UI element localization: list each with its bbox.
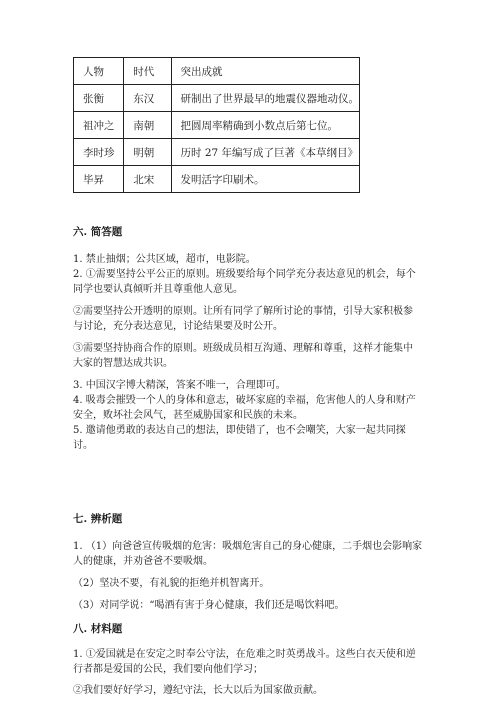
table-row (74, 139, 360, 166)
answer-line: 1. 禁止抽烟；公共区域，超市，电影院。 (73, 254, 256, 265)
answer-line: 讨。 (73, 440, 93, 451)
section-heading: 七. 辨析题 (73, 513, 123, 525)
table-cell: 东汉 (124, 85, 171, 112)
table-cell: 历时 27 年编写成了巨著《本草纲目》 (171, 139, 360, 166)
table-cell: 把圆周率精确到小数点后第七位。 (171, 112, 360, 139)
table-row (74, 166, 360, 193)
achievement-table (73, 57, 360, 193)
answer-line: ②需要坚持公开透明的原则。让所有同学了解所讨论的事情，引导大家积极参 (73, 306, 413, 317)
answer-line: 1. （1）向爸爸宣传吸烟的危害：吸烟危害自己的身心健康，二手烟也会影响家 (73, 541, 423, 552)
table-cell: 明朝 (124, 139, 171, 166)
table-cell: 北宋 (124, 166, 171, 193)
table-row (74, 85, 360, 112)
answer-line: 安全，败坏社会风气，甚至威胁国家和民族的未来。 (73, 410, 303, 421)
section-heading: 六. 简答题 (73, 226, 123, 238)
analysis-section (73, 512, 428, 613)
answer-line: 1. ①爱国就是在安定之时奉公守法，在危难之时英勇战斗。这些白衣天使和逆 (73, 649, 416, 660)
answer-line: ③需要坚持协商合作的原则。班级成员相互沟通、理解和尊重，这样才能集中 (73, 343, 413, 354)
table-header-row (74, 58, 360, 85)
short-answer-section (73, 225, 428, 453)
table-cell: 突出成就 (171, 58, 360, 85)
answer-line: ②我们要好好学习，遵纪守法，长大以后为国家做贡献。 (73, 685, 323, 696)
answer-line: 同学也要认真倾听并且尊重他人意见。 (73, 284, 243, 295)
answer-line: 5. 邀请他勇敢的表达自己的想法，即使错了，也不会嘲笑，大家一起共同探 (73, 425, 406, 436)
table-cell: 南朝 (124, 112, 171, 139)
answer-line: 行者都是爱国的公民，我们要向他们学习； (73, 664, 263, 675)
table-cell: 张衡 (74, 85, 124, 112)
table-cell: 毕昇 (74, 166, 124, 193)
table-cell: 人物 (74, 58, 124, 85)
answer-line: （3）对同学说：“喝酒有害于身心健康，我们还是喝饮料吧。 (73, 600, 345, 611)
table-row (74, 112, 360, 139)
table-cell: 时代 (124, 58, 171, 85)
answer-line: 3. 中国汉字博大精深，答案不唯一，合理即可。 (73, 380, 286, 391)
answer-line: 人的健康，并劝爸爸不要吸烟。 (73, 556, 213, 567)
answer-line: 大家的智慧达成共识。 (73, 358, 173, 369)
table-cell: 研制出了世界最早的地震仪器地动仪。 (171, 85, 360, 112)
section-heading: 八. 材料题 (73, 623, 123, 635)
answer-line: 4. 吸毒会摧毁一个人的身体和意志，破坏家庭的幸福，危害他人的人身和财产 (73, 395, 416, 406)
material-section (73, 622, 428, 698)
table-cell: 祖冲之 (74, 112, 124, 139)
table-cell: 李时珍 (74, 139, 124, 166)
answer-line: （2）坚决不要，有礼貌的拒绝并机智离开。 (73, 578, 270, 589)
table-cell: 发明活字印刷术。 (171, 166, 360, 193)
answer-line: 与讨论，充分表达意见，讨论结果要及时公开。 (73, 321, 283, 332)
answer-line: 2. ①需要坚持公平公正的原则。班级要给每个同学充分表达意见的机会，每个 (73, 269, 416, 280)
